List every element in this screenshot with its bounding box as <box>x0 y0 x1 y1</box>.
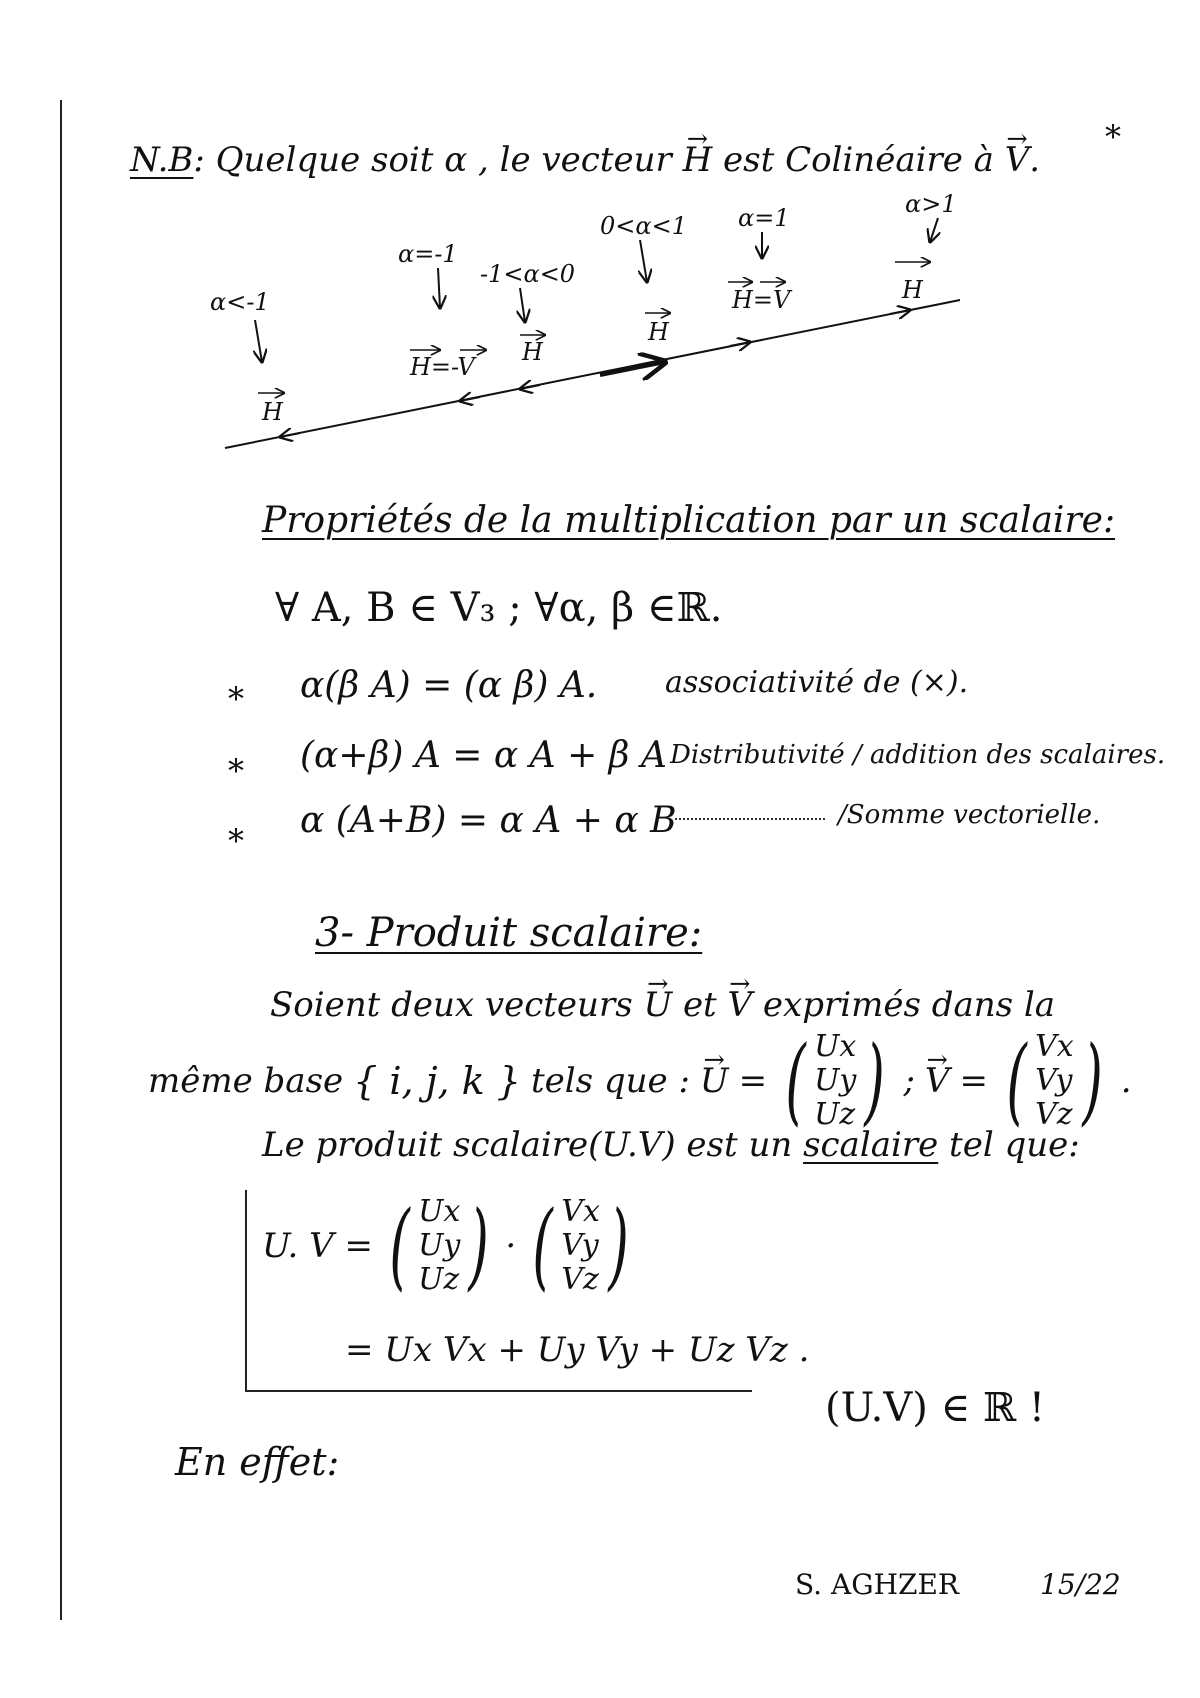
prop-row-3-star: * <box>228 822 244 860</box>
vector-v: → V <box>728 985 753 1025</box>
def-start: Le produit scalaire <box>262 1125 589 1165</box>
footer-author: S. AGHZER <box>795 1568 959 1601</box>
scalar-end-dot: . <box>1120 1061 1132 1101</box>
v-component-y: Vy <box>1035 1063 1073 1098</box>
nb-est: est Colinéaire à <box>723 140 994 180</box>
en-effet: En effet: <box>175 1440 340 1484</box>
prop-row-1-note: associativité de (×). <box>665 665 969 700</box>
box-result: = Ux Vx + Uy Vy + Uz Vz . <box>345 1330 810 1370</box>
scalar-line1-text: Soient deux vecteurs <box>270 985 633 1025</box>
box-u-x: Ux <box>418 1194 461 1229</box>
box-u-matrix: ( Ux Uy Uz ) <box>389 1190 490 1301</box>
box-u-z: Uz <box>418 1262 460 1297</box>
u-component-x: Ux <box>814 1029 857 1064</box>
def-product: (U.V) <box>588 1125 676 1165</box>
case-label-6: H <box>902 276 923 304</box>
diagram-line <box>225 300 960 448</box>
case-label-3: H <box>522 338 543 366</box>
box-formula-line: U. V = ( Ux Uy Uz ) · ( Vx Vy Vz ) <box>262 1195 637 1297</box>
scalar-line1-end: exprimés dans la <box>762 985 1056 1025</box>
scalar-line2-start: même base <box>148 1061 344 1101</box>
scalar-line1 <box>270 985 1055 1025</box>
props-quantifier: ∀ A, B ∈ V₃ ; ∀α, β ∈ℝ. <box>275 585 723 631</box>
case-arrow-4 <box>640 240 647 282</box>
v-components-matrix: ( Vx Vy Vz ) <box>1006 1025 1103 1136</box>
line-arrow-right-2 <box>890 310 910 314</box>
vector-u-def: → U <box>700 1061 729 1101</box>
in-r-statement: (U.V) ∈ ℝ ! <box>825 1385 1045 1431</box>
case-arrow-1 <box>255 320 262 362</box>
case-condition-3: -1<α<0 <box>480 260 576 288</box>
line-arrow-left-2 <box>460 397 480 401</box>
prop-row-3-formula: α (A+B) = α A + α B <box>300 800 677 841</box>
nb-vector-h: → H <box>683 140 713 180</box>
case-condition-6: α>1 <box>905 190 957 218</box>
nb-text: : Quelque soit α , le vecteur <box>193 140 672 180</box>
vector-v-def: → V <box>925 1061 950 1101</box>
nb-vector-v: → V <box>1005 140 1030 180</box>
prop-row-3-note: /Somme vectorielle. <box>838 800 1101 830</box>
line-arrow-left-1 <box>280 433 300 437</box>
case-label-4: H <box>648 318 669 346</box>
basis-set: { i, j, k } <box>353 1059 521 1103</box>
box-v-matrix: ( Vx Vy Vz ) <box>532 1190 629 1301</box>
vector-u: → U <box>643 985 672 1025</box>
footer-page: 15/22 <box>1040 1568 1121 1601</box>
props-title: Propriétés de la multiplication par un scalaire: <box>262 500 1116 541</box>
prop-row-2-formula: (α+β) A = α A + β A <box>300 735 667 776</box>
prop-row-1-star: * <box>228 680 244 718</box>
case-arrow-2 <box>438 268 440 308</box>
case-condition-2: α=-1 <box>398 240 458 268</box>
prop-row-1-formula: α(β A) = (α β) A. <box>300 665 598 706</box>
prop-row-2-note: Distributivité / addition des scalaires. <box>670 740 1166 770</box>
case-arrow-6 <box>930 218 938 242</box>
nb-label: N.B <box>130 140 194 180</box>
u-component-z: Uz <box>814 1097 856 1132</box>
box-v-y: Vy <box>561 1228 599 1263</box>
case-label-1: H <box>262 398 283 426</box>
box-lhs: U. V = <box>262 1226 373 1266</box>
case-condition-5: α=1 <box>738 204 790 232</box>
nb-star: * <box>1105 118 1121 156</box>
v-component-x: Vx <box>1035 1029 1074 1064</box>
line-arrow-right-1 <box>730 342 750 346</box>
def-end: tel que: <box>949 1125 1080 1165</box>
scalar-def-line <box>262 1125 1080 1165</box>
case-condition-4: 0<α<1 <box>600 212 687 240</box>
prop-row-3-dots <box>675 818 825 820</box>
v-component-z: Vz <box>1035 1097 1073 1132</box>
scalar-et: et <box>682 985 717 1025</box>
box-v-z: Vz <box>561 1262 599 1297</box>
scalar-title: 3- Produit scalaire: <box>315 910 703 956</box>
case-label-5: H=V <box>732 286 791 314</box>
def-word-scalaire: scalaire <box>803 1125 939 1165</box>
scalar-sep: ; <box>903 1061 915 1101</box>
scalar-tels-que: tels que : <box>530 1061 690 1101</box>
def-mid: est un <box>686 1125 793 1165</box>
u-component-y: Uy <box>814 1063 857 1098</box>
case-condition-1: α<-1 <box>210 288 270 316</box>
scalar-line2: même base { i, j, k } tels que : → U = ( Ux Uy Uz ) ; → V = ( Vx Vy Vz ) . <box>148 1030 1132 1132</box>
box-v-x: Vx <box>561 1194 600 1229</box>
case-arrow-3 <box>520 288 525 322</box>
case-label-2: H=-V <box>410 353 475 381</box>
box-u-y: Uy <box>418 1228 461 1263</box>
unit-vector-segment <box>600 362 665 375</box>
u-components-matrix: ( Ux Uy Uz ) <box>785 1025 886 1136</box>
prop-row-2-star: * <box>228 752 244 790</box>
nb-line: N.B: Quelque soit α , le vecteur → H est Colinéaire à → V. <box>130 140 1040 180</box>
